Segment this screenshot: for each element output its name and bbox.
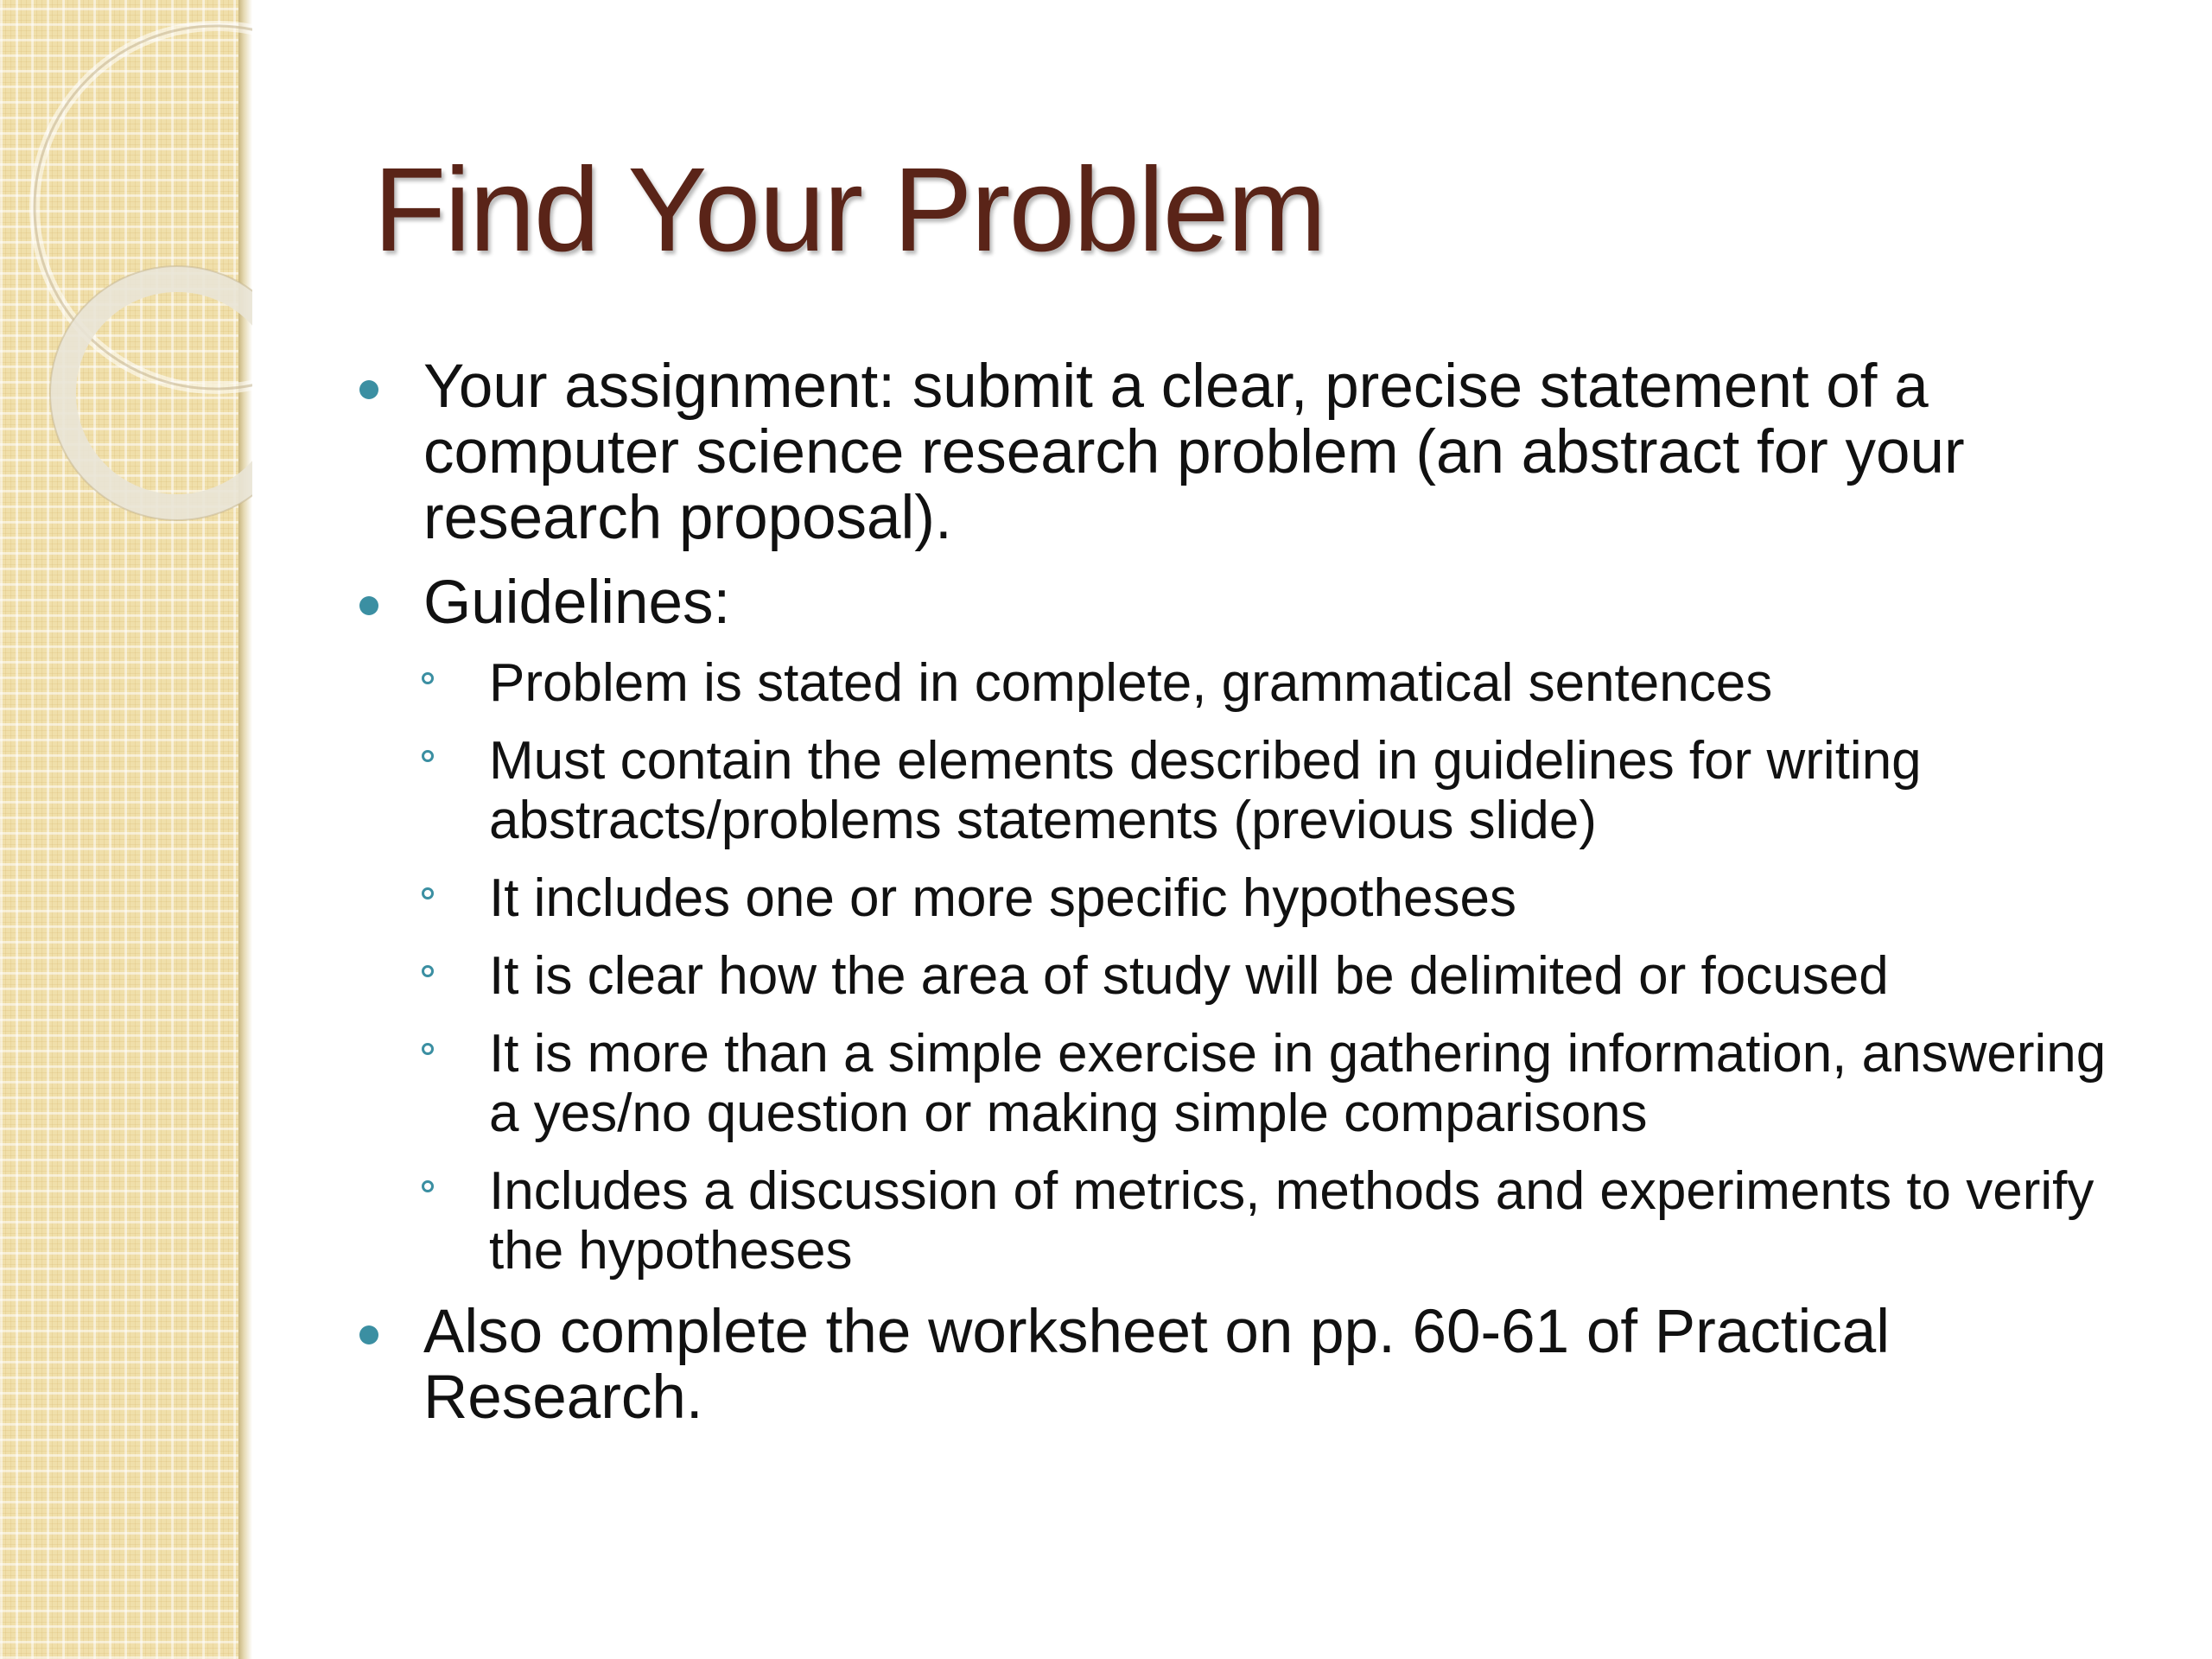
bullet-dot-icon [359, 1325, 378, 1344]
slide-title: Find Your Problem [373, 143, 1325, 276]
sub-bullet-item [420, 1161, 2134, 1281]
sub-bullet-item [420, 946, 2134, 1006]
sub-bullet-text: Includes a discussion of metrics, methods and experiments to verify the hypotheses [489, 1161, 2094, 1281]
sub-bullet-item [420, 653, 2134, 713]
sub-bullet-ring-icon [422, 750, 434, 762]
sub-bullet-list [420, 653, 2134, 1281]
sub-bullet-item [420, 731, 2134, 850]
sub-bullet-text: It is more than a simple exercise in gathering information, answering a yes/no question or making simple comparisons [489, 1024, 2107, 1143]
bullet-item [354, 1300, 2134, 1431]
bullet-text: Guidelines: [423, 569, 731, 637]
sub-bullet-ring-icon [422, 1180, 434, 1192]
sub-bullet-ring-icon [422, 965, 434, 977]
bullet-item [354, 570, 2134, 1281]
sub-bullet-text: It is clear how the area of study will be delimited or focused [489, 946, 1889, 1006]
sub-bullet-text: Problem is stated in complete, grammatical sentences [489, 653, 1773, 713]
sub-bullet-text: Must contain the elements described in guidelines for writing abstracts/problems statements (previous slide) [489, 731, 1922, 850]
bullet-list [354, 354, 2134, 1450]
sub-bullet-item [420, 868, 2134, 928]
sub-bullet-ring-icon [422, 887, 434, 899]
bullet-text: Your assignment: submit a clear, precise statement of a computer science research problem (an abstract for your research proposal). [423, 353, 1965, 552]
sub-bullet-ring-icon [422, 672, 434, 684]
sub-bullet-text: It includes one or more specific hypotheses [489, 868, 1516, 928]
bullet-dot-icon [359, 596, 378, 615]
bullet-item [354, 354, 2134, 551]
bullet-text: Also complete the worksheet on pp. 60-61 of Practical Research. [423, 1298, 1891, 1432]
decorative-rings [0, 0, 252, 605]
sub-bullet-ring-icon [422, 1043, 434, 1055]
bullet-dot-icon [359, 380, 378, 399]
sub-bullet-item [420, 1024, 2134, 1143]
